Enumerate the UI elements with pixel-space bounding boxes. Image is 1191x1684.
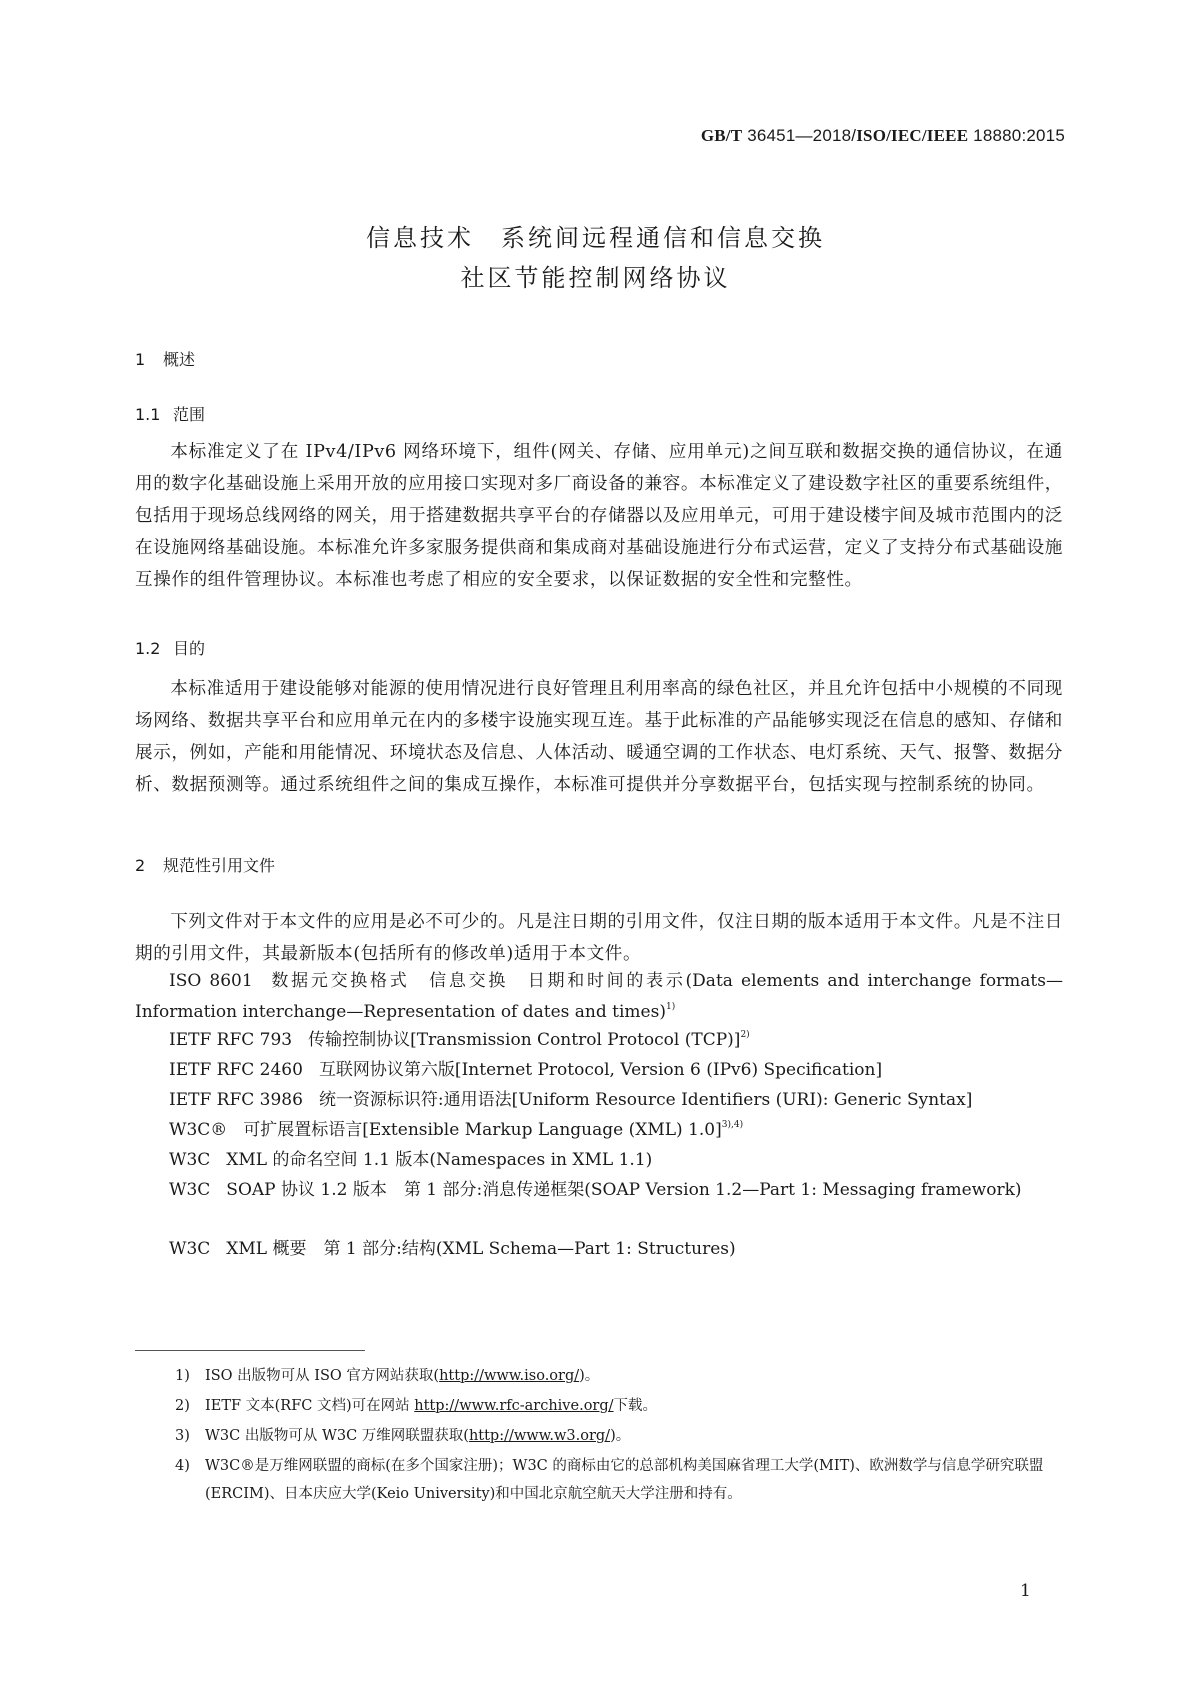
reference-item	[135, 1085, 1063, 1116]
std-id-iso: ISO/IEC/IEEE	[856, 126, 969, 145]
footnote-text: W3C 出版物可从 W3C 万维网联盟获取(	[205, 1428, 469, 1444]
section-title: 规范性引用文件	[163, 856, 276, 875]
iso-link[interactable]: http://www.iso.org/	[439, 1368, 580, 1384]
reference-text: 统一资源标识符:通用语法[Uniform Resource Identifiers (URI): Generic Syntax]	[318, 1090, 973, 1110]
section-title: 范围	[173, 405, 206, 424]
footnote-text: ISO 出版物可从 ISO 官方网站获取(	[205, 1368, 440, 1384]
page-number: 1	[1020, 1581, 1031, 1601]
reference-item	[135, 1145, 1063, 1176]
scope-paragraph: 本标准定义了在 IPv4/IPv6 网络环境下，组件(网关、存储、应用单元)之间互联和数据交换的通信协议，在通用的数字化基础设施上采用开放的应用接口实现对多厂商设备的兼容。本标准定义了建设数字社区的重要系统组件，包括用于现场总线网络的网关，用于搭建数据共享平台的存储器以及应用单元，可用于建设楼宇间及城市范围内的泛在设施网络基础设施。本标准允许多家服务提供商和集成商对基础设施进行分布式运营，定义了支持分布式基础设施互操作的组件管理协议。本标准也考虑了相应的安全要求，以保证数据的安全性和完整性。	[135, 442, 1063, 590]
section-number: 1.1	[135, 405, 161, 424]
reference-item	[135, 966, 1063, 1028]
footnote-marker[interactable]: 1)	[665, 1002, 676, 1012]
footnote-4	[175, 1452, 1065, 1508]
reference-text: 互联网协议第六版[Internet Protocol, Version 6 (IPv6) Specification]	[318, 1060, 883, 1080]
reference-text: XML 的命名空间 1.1 版本(Namespaces in XML 1.1)	[226, 1150, 653, 1170]
reference-code: W3C®	[169, 1120, 228, 1140]
footnote-number: 3)	[175, 1428, 190, 1444]
references-intro: 下列文件对于本文件的应用是必不可少的。凡是注日期的引用文件，仅注日期的版本适用于本文件。凡是不注日期的引用文件，其最新版本(包括所有的修改单)适用于本文件。	[135, 912, 1063, 964]
document-title-line1: 信息技术 系统间远程通信和信息交换	[366, 224, 825, 252]
reference-text: 可扩展置标语言[Extensible Markup Language (XML) 1.0]	[243, 1120, 722, 1140]
reference-code: IETF RFC 793	[169, 1030, 293, 1050]
footnote-1	[175, 1362, 1065, 1390]
reference-text: XML 概要 第 1 部分:结构(XML Schema—Part 1: Structures)	[226, 1239, 736, 1259]
std-id-number: 36451—2018/	[742, 126, 857, 145]
footnote-marker[interactable]: 3),4)	[721, 1120, 744, 1130]
reference-text: 传输控制协议[Transmission Control Protocol (TCP)]	[308, 1030, 741, 1050]
reference-item	[135, 1115, 1063, 1146]
footnote-2	[175, 1392, 1065, 1420]
section-number: 1	[135, 350, 146, 369]
footnote-divider	[135, 1350, 365, 1351]
reference-item	[135, 1234, 1063, 1265]
footnote-text-end: 下载。	[613, 1398, 658, 1414]
document-title-line2: 社区节能控制网络协议	[460, 264, 731, 292]
reference-code: ISO 8601	[169, 971, 253, 991]
footnote-number: 2)	[175, 1398, 190, 1414]
std-id-iso-number: 18880:2015	[968, 126, 1065, 145]
section-1-heading	[135, 347, 195, 370]
section-title: 概述	[163, 350, 196, 369]
purpose-paragraph: 本标准适用于建设能够对能源的使用情况进行良好管理且利用率高的绿色社区，并且允许包括中小规模的不同现场网络、数据共享平台和应用单元在内的多楼宇设施实现互连。基于此标准的产品能够实现泛在信息的感知、存储和展示，例如，产能和用能情况、环境状态及信息、人体活动、暖通空调的工作状态、电灯系统、天气、报警、数据分析、数据预测等。通过系统组件之间的集成互操作，本标准可提供并分享数据平台，包括实现与控制系统的协同。	[135, 679, 1063, 795]
reference-text: SOAP 协议 1.2 版本 第 1 部分:消息传递框架(SOAP Version 1.2—Part 1: Messaging framework)	[226, 1180, 1022, 1200]
reference-code: W3C	[169, 1239, 211, 1259]
reference-code: IETF RFC 2460	[169, 1060, 303, 1080]
std-id-gbt: GB/T	[700, 126, 743, 145]
reference-code: IETF RFC 3986	[169, 1090, 303, 1110]
section-2-heading	[135, 853, 275, 876]
reference-item	[135, 1055, 1063, 1086]
footnote-number: 1)	[175, 1368, 190, 1384]
footnote-3	[175, 1422, 1065, 1450]
footnote-marker[interactable]: 2)	[740, 1030, 750, 1040]
footnote-text-end: )。	[579, 1368, 600, 1384]
reference-item	[135, 1175, 1063, 1206]
section-number: 1.2	[135, 639, 161, 658]
section-number: 2	[135, 856, 146, 875]
standard-identifier	[600, 126, 1065, 146]
reference-code: W3C	[169, 1180, 211, 1200]
section-1-2-heading	[135, 636, 205, 659]
footnote-text-end: )。	[610, 1428, 631, 1444]
footnote-number: 4)	[175, 1458, 190, 1474]
reference-code: W3C	[169, 1150, 211, 1170]
section-title: 目的	[173, 639, 206, 658]
reference-text: 数据元交换格式 信息交换 日期和时间的表示(Data elements and interchange formats—Information interchange—Representation of dates and times)	[135, 971, 1063, 1022]
footnote-text: IETF 文本(RFC 文档)可在网站	[205, 1398, 415, 1414]
reference-item	[135, 1025, 1063, 1056]
section-1-1-heading	[135, 402, 205, 425]
w3c-link[interactable]: http://www.w3.org/	[468, 1428, 611, 1444]
rfc-archive-link[interactable]: http://www.rfc-archive.org/	[414, 1398, 614, 1414]
footnote-text: W3C®是万维网联盟的商标(在多个国家注册)；W3C 的商标由它的总部机构美国麻省理工大学(MIT)、欧洲数学与信息学研究联盟(ERCIM)、日本庆应大学(Keio University)和中国北京航空航天大学注册和持有。	[205, 1458, 1044, 1502]
